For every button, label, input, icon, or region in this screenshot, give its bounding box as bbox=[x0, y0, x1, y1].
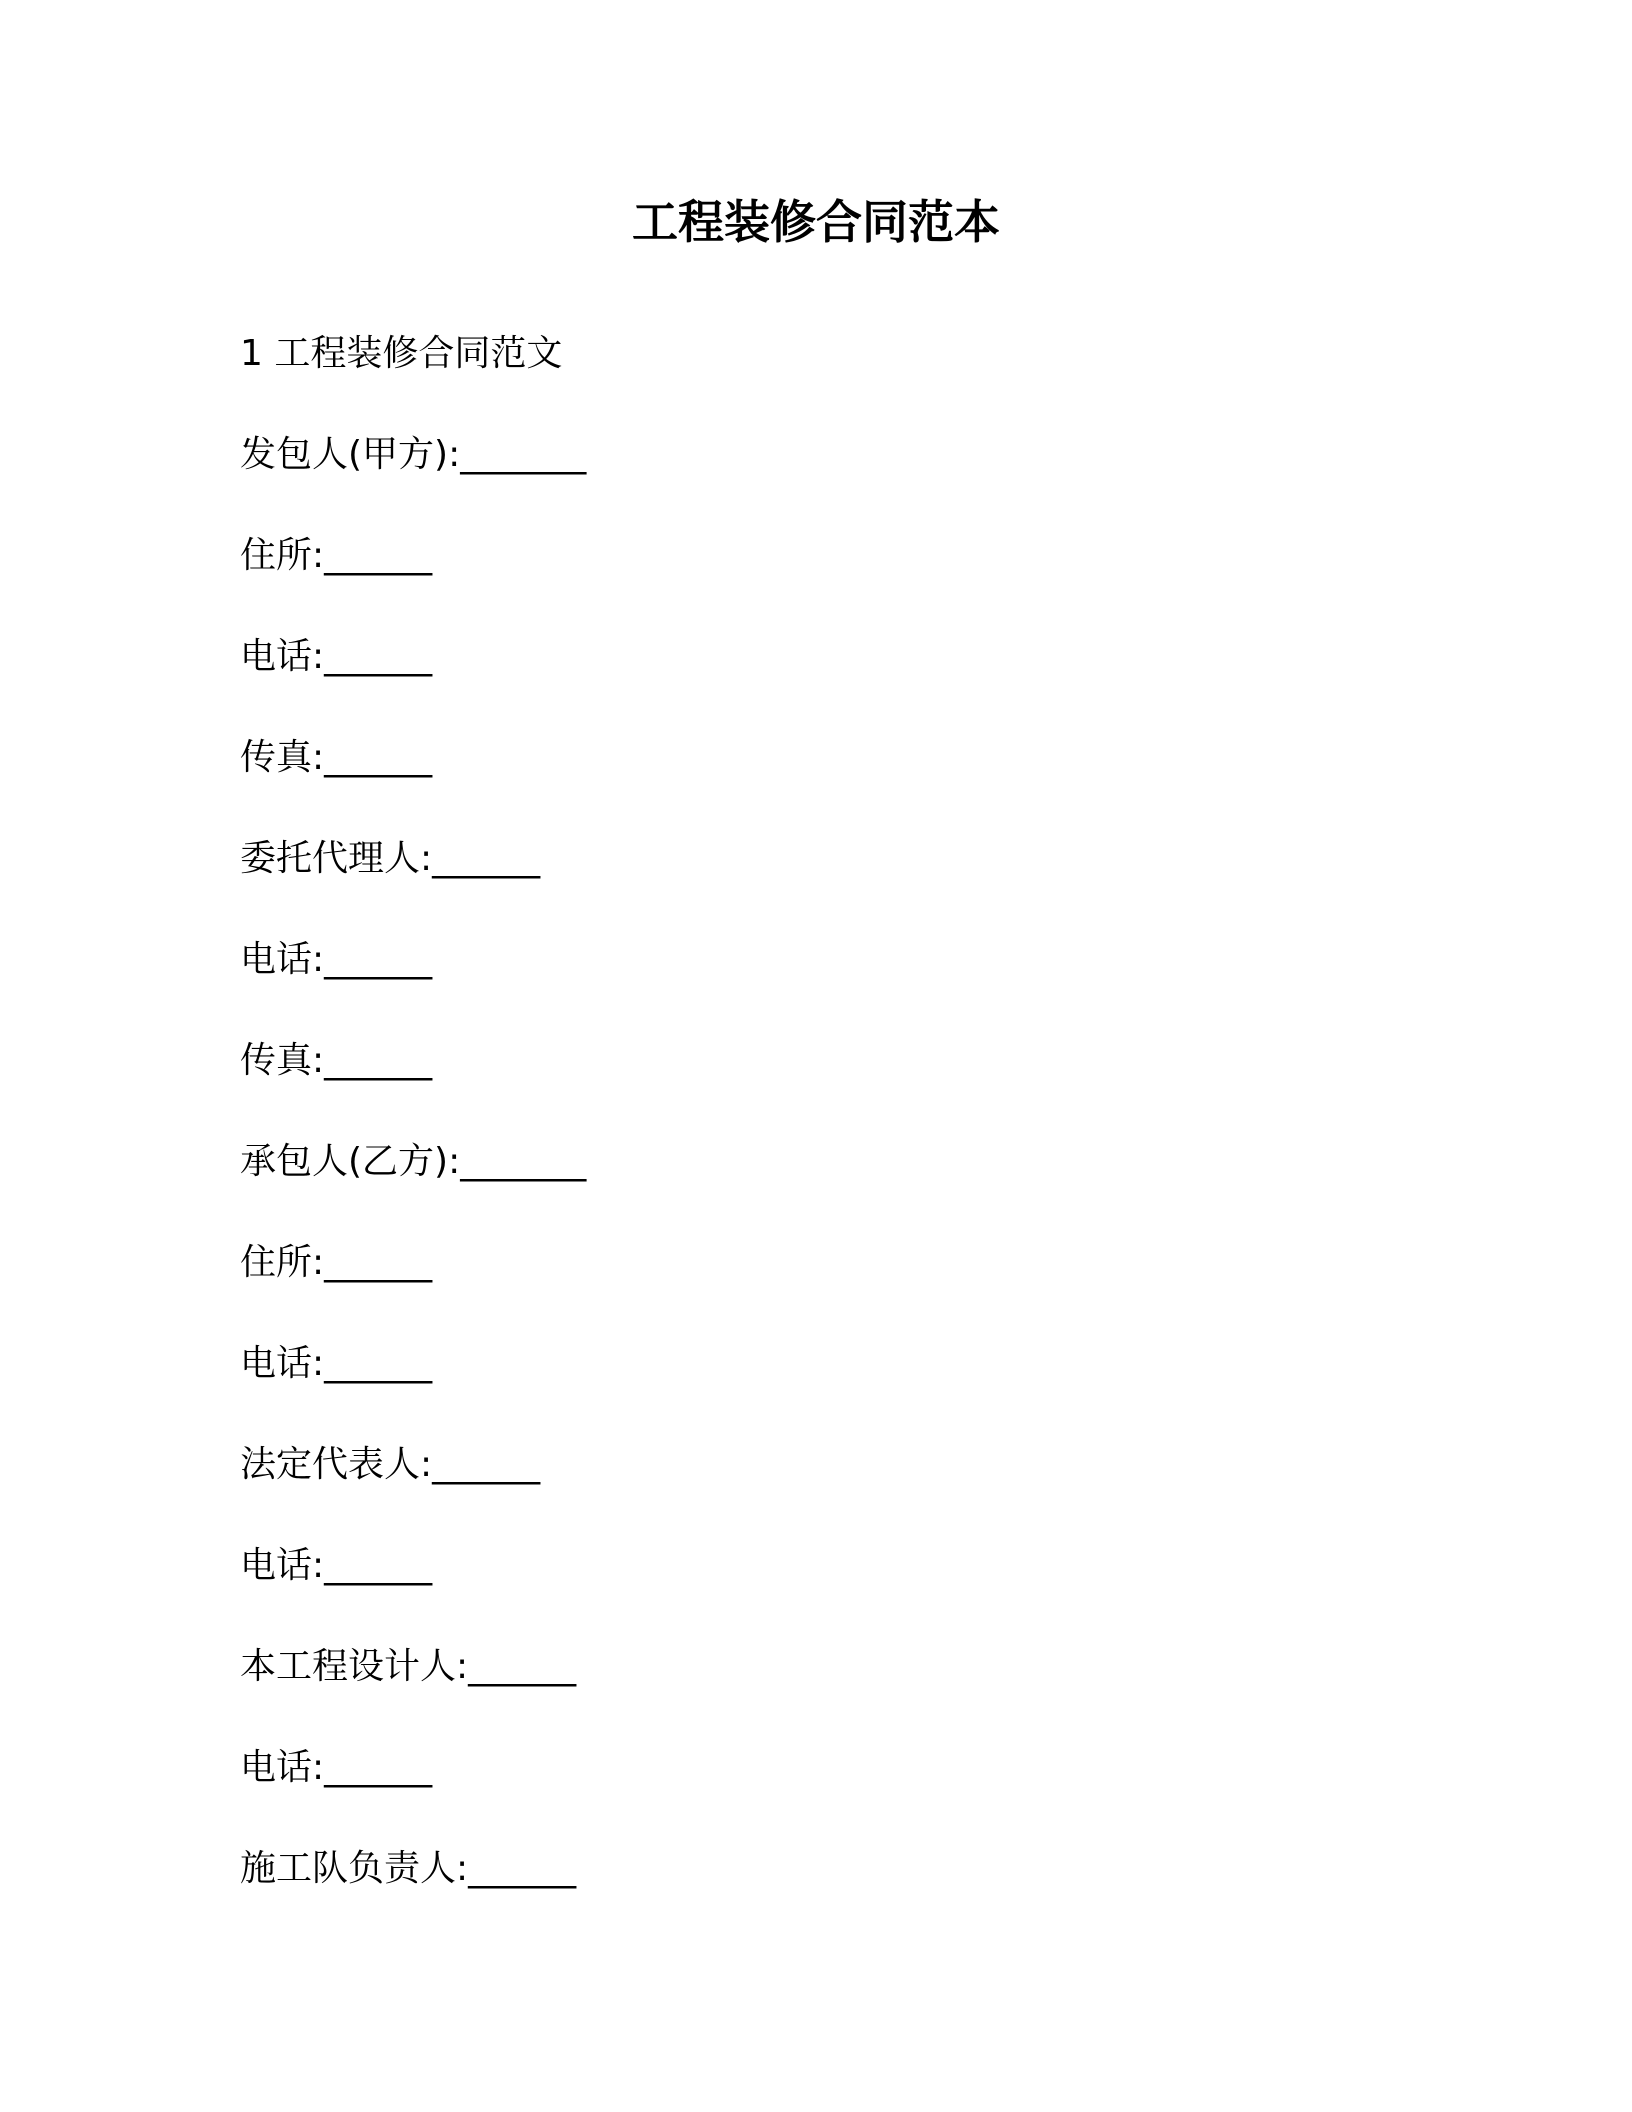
legal-representative-line: 法定代表人:______ bbox=[240, 1444, 541, 1485]
section-heading: 1 工程装修合同范文 bbox=[240, 333, 563, 374]
representative-phone-line: 电话:______ bbox=[240, 1545, 433, 1586]
party-b-line: 承包人(乙方):_______ bbox=[240, 1141, 587, 1182]
construction-team-leader-line: 施工队负责人:______ bbox=[240, 1848, 577, 1889]
party-b-address-line: 住所:______ bbox=[240, 1242, 433, 1283]
party-a-address-line: 住所:______ bbox=[240, 535, 433, 576]
project-designer-line: 本工程设计人:______ bbox=[240, 1646, 577, 1687]
page-title: 工程装修合同范本 bbox=[632, 195, 1000, 249]
designer-phone-line: 电话:______ bbox=[240, 1747, 433, 1788]
party-b-phone-line: 电话:______ bbox=[240, 1343, 433, 1384]
agent-phone-line: 电话:______ bbox=[240, 939, 433, 980]
contract-body bbox=[240, 324, 1440, 1940]
party-a-phone-line: 电话:______ bbox=[240, 636, 433, 677]
party-a-fax-line: 传真:______ bbox=[240, 737, 433, 778]
party-a-line: 发包人(甲方):_______ bbox=[240, 434, 587, 475]
agent-fax-line: 传真:______ bbox=[240, 1040, 433, 1081]
authorized-agent-line: 委托代理人:______ bbox=[240, 838, 541, 879]
